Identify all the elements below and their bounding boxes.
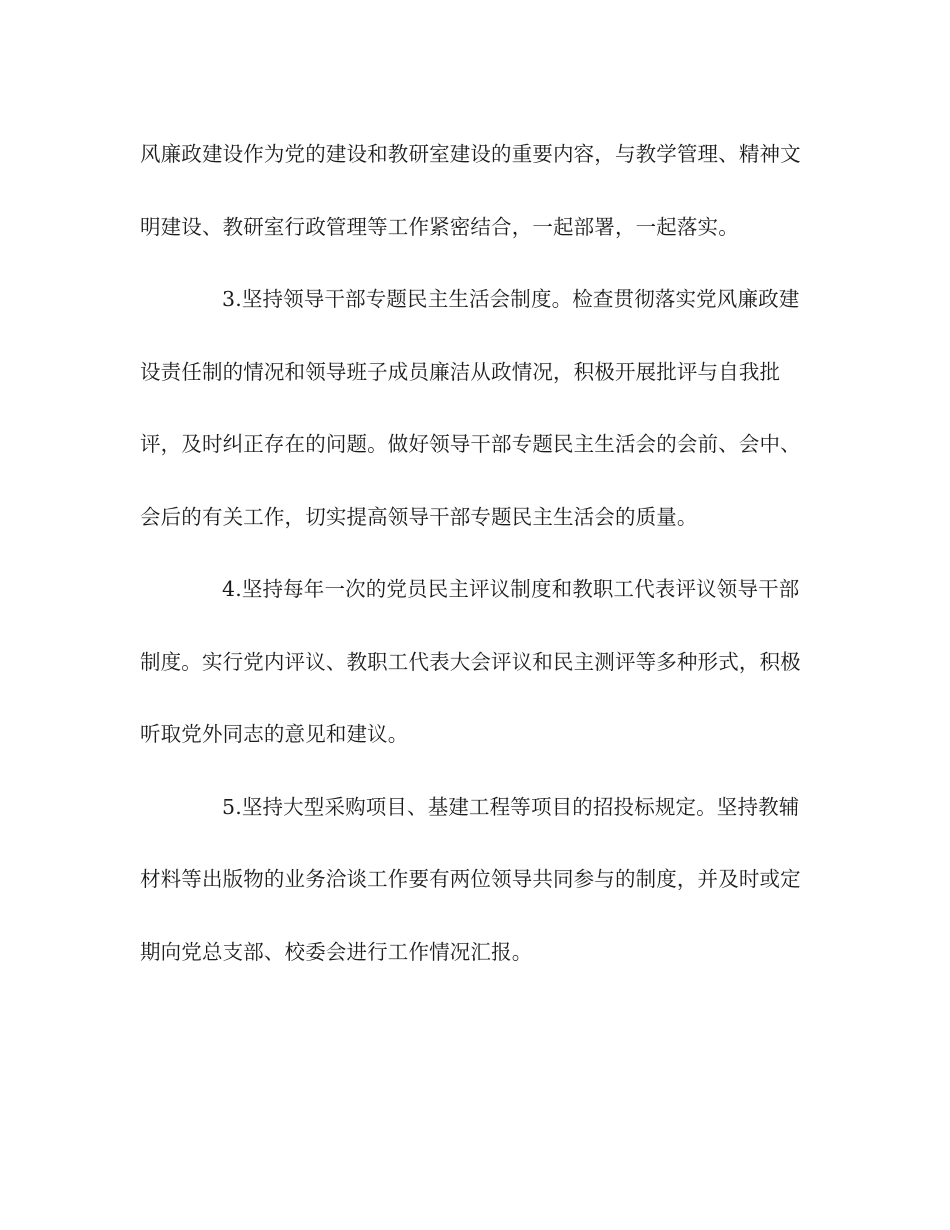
paragraph-item-5: 5.坚持大型采购项目、基建工程等项目的招投标规定。坚持教辅材料等出版物的业务洽谈工作要有两位领导共同参与的制度，并及时或定期向党总支部、校委会进行工作情况汇报。 [140, 794, 801, 964]
paragraph-continuation: 风廉政建设作为党的建设和教研室建设的重要内容，与教学管理、精神文明建设、教研室行政管理等工作紧密结合，一起部署，一起落实。 [140, 142, 801, 239]
document-body [140, 118, 820, 988]
paragraph-item-3: 3.坚持领导干部专题民主生活会制度。检查贯彻落实党风廉政建设责任制的情况和领导班子成员廉洁从政情况，积极开展批评与自我批评，及时纠正存在的问题。做好领导干部专题民主生活会的会前、会中、会后的有关工作，切实提高领导干部专题民主生活会的质量。 [140, 287, 801, 529]
paragraph-item-4: 4.坚持每年一次的党员民主评议制度和教职工代表评议领导干部制度。实行党内评议、教职工代表大会评议和民主测评等多种形式，积极听取党外同志的意见和建议。 [140, 577, 801, 746]
